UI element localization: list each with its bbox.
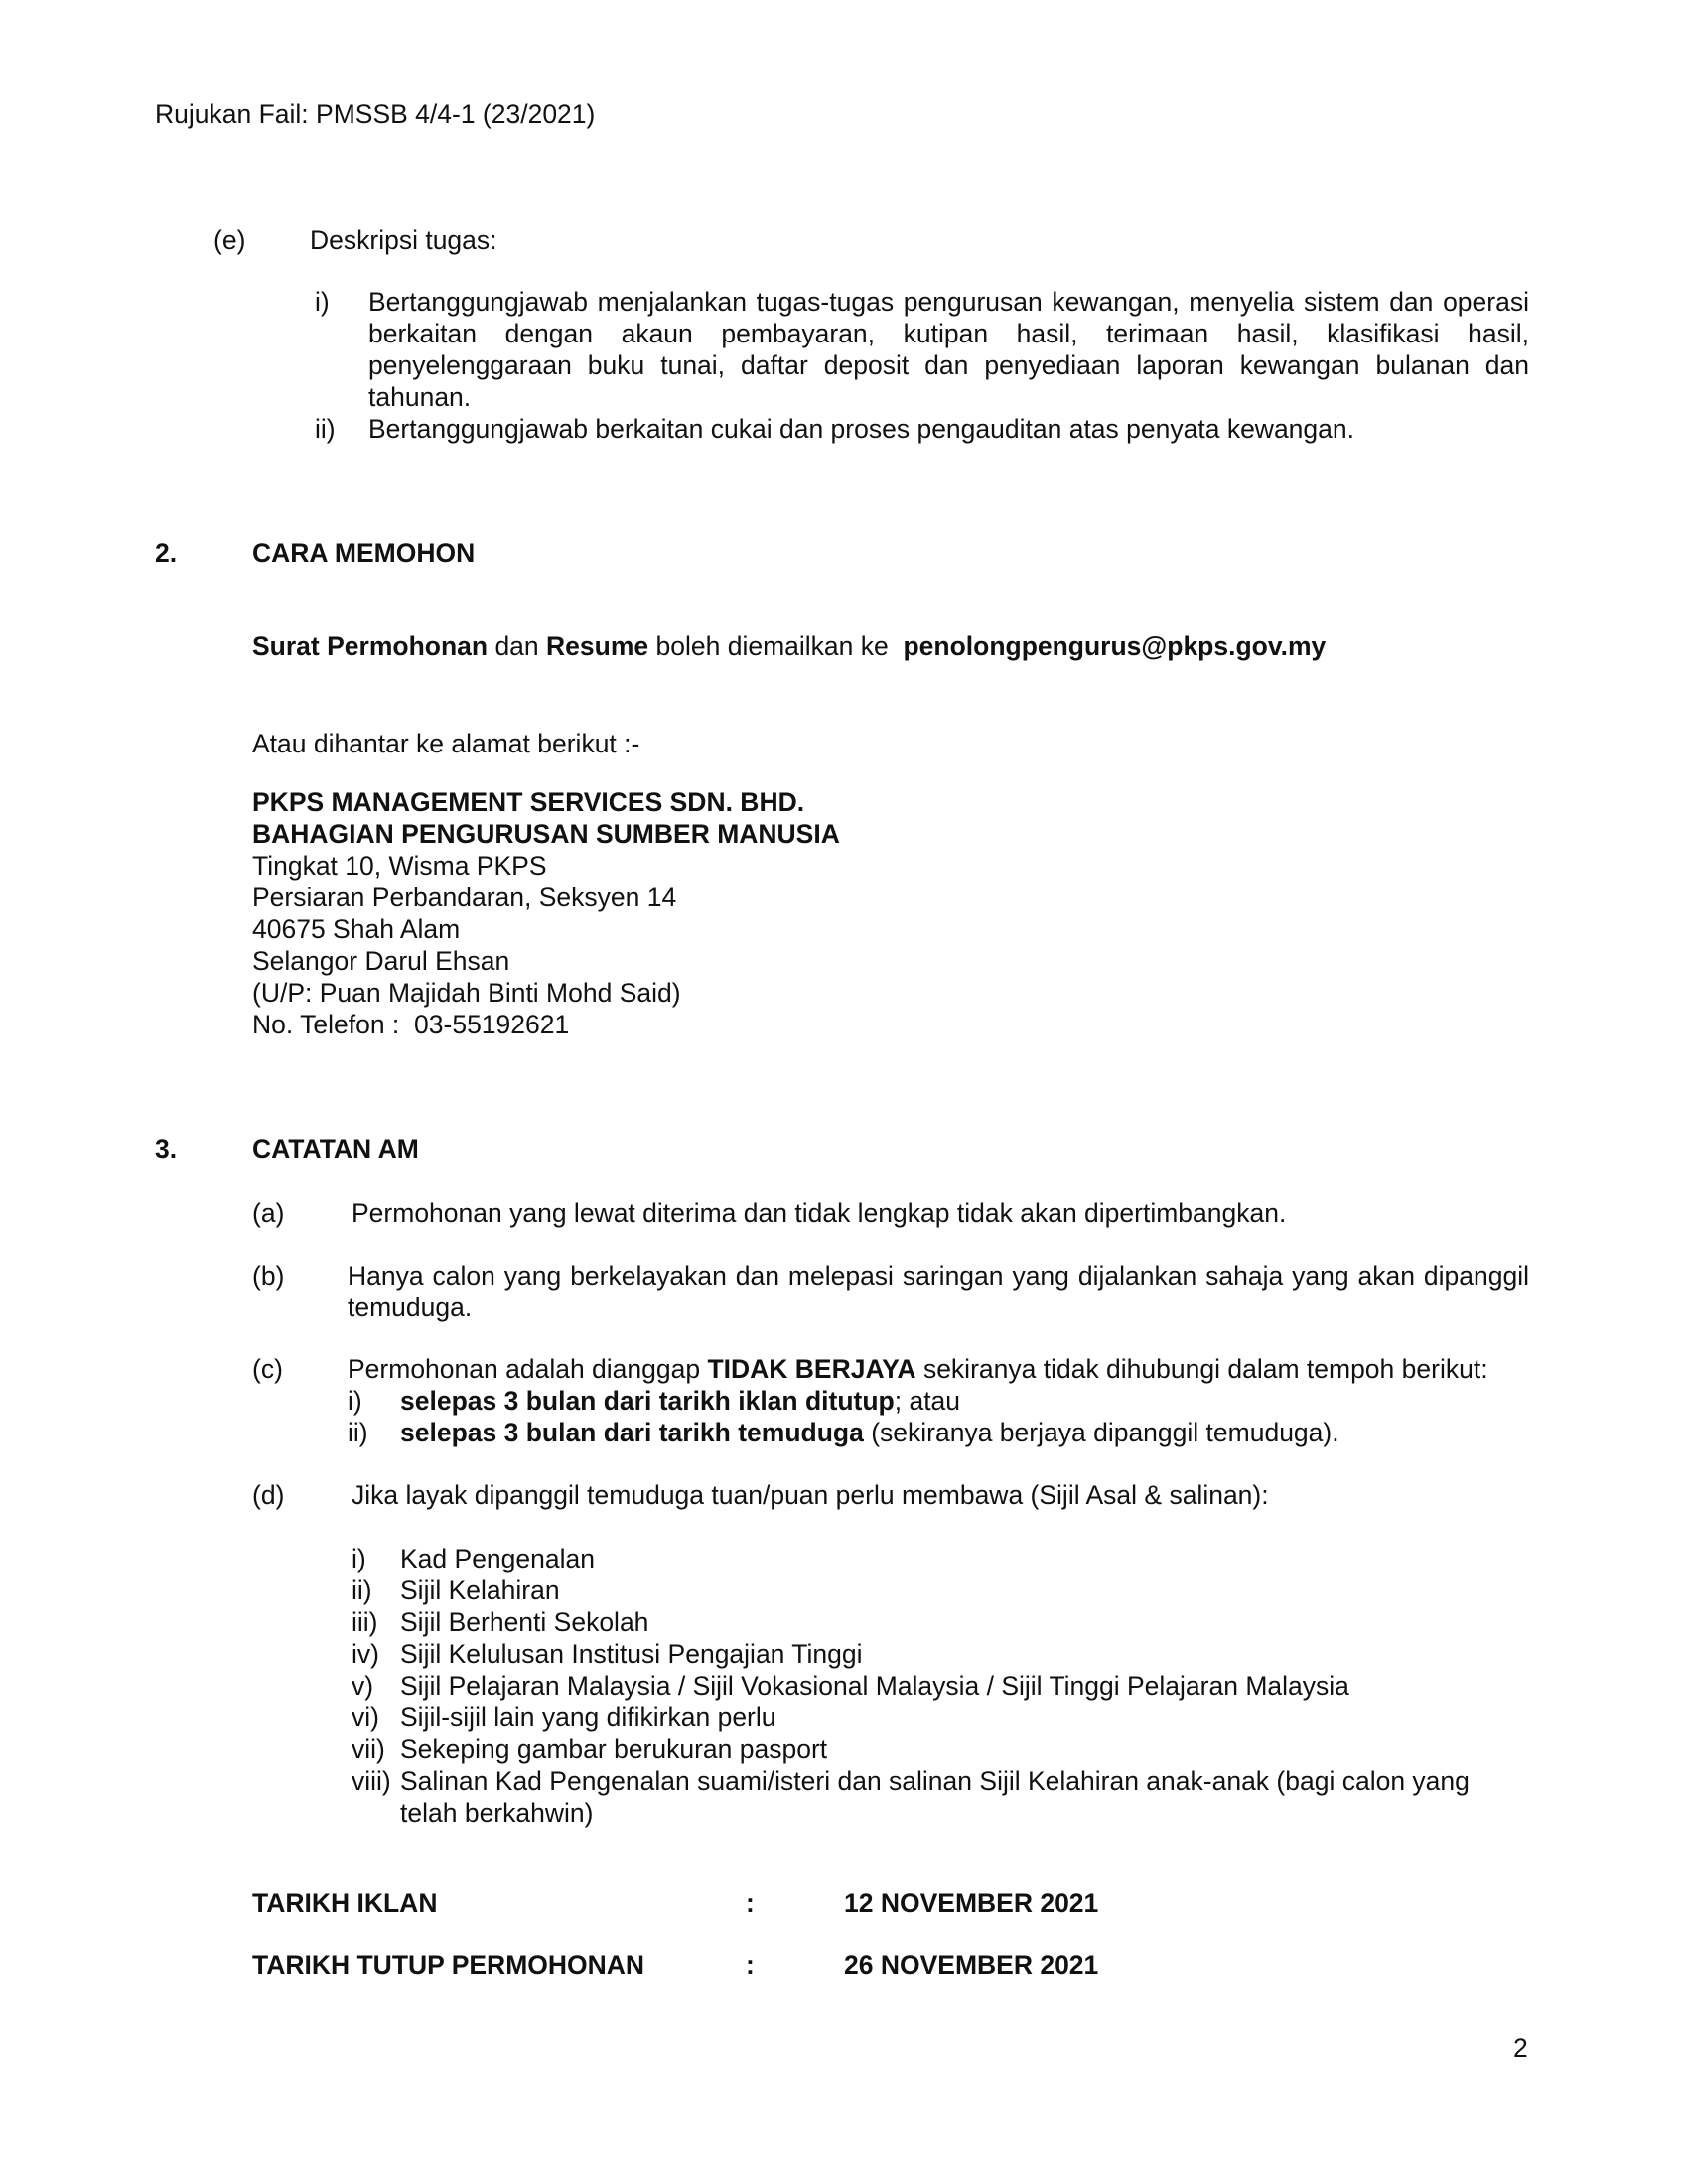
emphasis: selepas 3 bulan dari tarikh temuduga [400, 1418, 864, 1447]
note-b-text: Hanya calon yang berkelayakan dan melepasi saringan yang dijalankan sahaja yang akan dipanggil temuduga. [348, 1261, 1529, 1322]
list-item: viii) Salinan Kad Pengenalan suami/isteri dan salinan Sijil Kelahiran anak-anak (bagi calon yang [352, 1766, 1470, 1796]
note-d-label: (d) [252, 1480, 285, 1510]
task-1-text: Bertanggungjawab menjalankan tugas-tugas pengurusan kewangan, menyelia sistem dan operasi berkaitan dengan akaun pembayaran, kutipan hasil, terimaan hasil, klasifikasi hasil, penyelenggaraan buku tunai, daftar deposit dan penyediaan laporan kewangan bulanan dan tahunan. [368, 287, 1529, 412]
file-reference: Rujukan Fail: PMSSB 4/4-1 (23/2021) [155, 99, 596, 129]
note-a-text: Permohonan yang lewat diterima dan tidak lengkap tidak akan dipertimbangkan. [352, 1198, 1287, 1228]
address-line: 40675 Shah Alam [252, 914, 461, 944]
emphasis: TIDAK BERJAYA [707, 1354, 916, 1384]
closing-date-value: 26 NOVEMBER 2021 [844, 1950, 1099, 1979]
note-c-ii-num: ii) [348, 1418, 368, 1447]
list-item: iv) Sijil Kelulusan Institusi Pengajian Tinggi [352, 1639, 863, 1669]
section-3-number: 3. [155, 1134, 178, 1163]
text: ; atau [894, 1386, 961, 1416]
task-1-num: i) [315, 287, 330, 317]
list-item: i) Kad Pengenalan [352, 1544, 595, 1573]
list-item-continuation: telah berkahwin) [400, 1798, 594, 1828]
list-item: v) Sijil Pelajaran Malaysia / Sijil Vokasional Malaysia / Sijil Tinggi Pelajaran Malaysia [352, 1671, 1349, 1701]
address-line: Tingkat 10, Wisma PKPS [252, 851, 547, 881]
section-e-label: (e) [213, 225, 246, 255]
section-e-title: Deskripsi tugas: [310, 225, 497, 255]
text: sekiranya tidak dihubungi dalam tempoh berikut: [915, 1354, 1488, 1384]
note-c-i-text [400, 1385, 960, 1417]
section-2-title: CARA MEMOHON [252, 538, 476, 568]
note-c-ii-text [400, 1417, 1339, 1448]
address-line: Persiaran Perbandaran, Seksyen 14 [252, 883, 677, 912]
text: Permohonan adalah dianggap [348, 1354, 708, 1384]
text: dan [488, 631, 547, 661]
note-b-label: (b) [252, 1261, 285, 1291]
emphasis: selepas 3 bulan dari tarikh iklan ditutup [400, 1386, 895, 1416]
section-2-number: 2. [155, 538, 178, 568]
task-2-text: Bertanggungjawab berkaitan cukai dan proses pengauditan atas penyata kewangan. [368, 414, 1354, 444]
label-surat: Surat Permohonan [252, 631, 489, 661]
note-c-i-num: i) [348, 1386, 362, 1416]
note-c-text [348, 1353, 1488, 1385]
task-2-num: ii) [315, 414, 336, 444]
address-block [252, 786, 840, 1040]
email-instruction [252, 630, 1326, 662]
documents-list [352, 1543, 1529, 1829]
label-resume: Resume [546, 631, 649, 661]
note-d-text: Jika layak dipanggil temuduga tuan/puan perlu membawa (Sijil Asal & salinan): [352, 1480, 1269, 1510]
alt-address-intro: Atau dihantar ke alamat berikut :- [252, 729, 640, 758]
address-phone: No. Telefon : 03-55192621 [252, 1010, 570, 1039]
company-name: PKPS MANAGEMENT SERVICES SDN. BHD. [252, 787, 805, 817]
note-c-label: (c) [252, 1354, 283, 1384]
text: boleh diemailkan ke [648, 631, 904, 661]
ad-date-value: 12 NOVEMBER 2021 [844, 1888, 1099, 1918]
page-number: 2 [1513, 2033, 1528, 2063]
closing-date-label: TARIKH TUTUP PERMOHONAN [252, 1950, 645, 1979]
address-line: Selangor Darul Ehsan [252, 946, 510, 976]
section-3-title: CATATAN AM [252, 1134, 419, 1163]
ad-date-label: TARIKH IKLAN [252, 1888, 438, 1918]
list-item: vi) Sijil-sijil lain yang difikirkan perlu [352, 1703, 776, 1732]
list-item: iii) Sijil Berhenti Sekolah [352, 1607, 649, 1637]
text: (sekiranya berjaya dipanggil temuduga). [863, 1418, 1339, 1447]
department-name: BAHAGIAN PENGURUSAN SUMBER MANUSIA [252, 819, 840, 849]
email-link[interactable]: penolongpengurus@pkps.gov.my [903, 631, 1327, 661]
note-a-label: (a) [252, 1198, 285, 1228]
closing-date-sep: : [746, 1950, 755, 1979]
list-item: vii) Sekeping gambar berukuran pasport [352, 1734, 828, 1764]
address-attention: (U/P: Puan Majidah Binti Mohd Said) [252, 978, 681, 1008]
list-item: ii) Sijil Kelahiran [352, 1575, 560, 1605]
ad-date-sep: : [746, 1888, 755, 1918]
